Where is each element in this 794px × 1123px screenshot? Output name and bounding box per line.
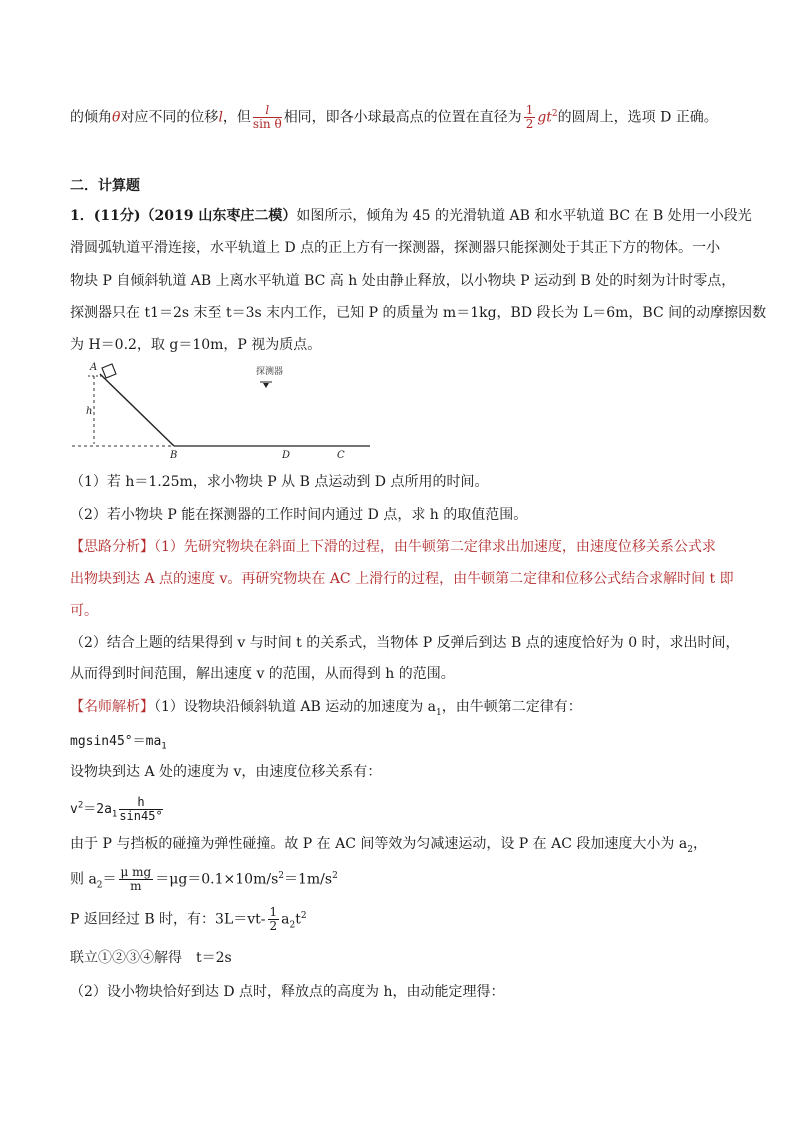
text-segment: 相同，即各小球最高点的位置在直径为 <box>283 109 522 126</box>
problem-line-2: 滑圆弧轨道平滑连接，水平轨道上 D 点的正上方有一探测器，探测器只能探测处于其正下方的物体。一小 <box>70 240 721 256</box>
fraction-h-over-sin45: $\frac{h}{\sin 45^\circ}$ <box>119 795 163 823</box>
text-segment: ，但 <box>222 109 251 126</box>
solution-line-5: 联立①②③④解得 t＝2s <box>70 950 232 966</box>
problem-number: 1．(11分) <box>70 208 141 224</box>
solution-line-6: （2）设小物块恰好到达 D 点时，释放点的高度为 h，由动能定理得： <box>70 984 505 1000</box>
equation-1: $mgsin45^\circ=ma_1$ <box>70 734 167 752</box>
detector-label: 探测器 <box>256 367 284 377</box>
l-variable: l <box>218 109 223 126</box>
detector-icon <box>263 383 269 388</box>
analysis-line-5: 从而得到时间范围，解出速度 v 的范围，从而得到 h 的范围。 <box>70 666 455 682</box>
text-segment: 的圆周上，选项 D 正确。 <box>557 109 718 126</box>
equation-4: P 返回经过 B 时，有：3L＝vt- $\frac{1}{2}$ $a_2t^2$ <box>70 905 307 933</box>
question-1: （1）若 h＝1.25m，求小物块 P 从 B 点运动到 D 点所用的时间。 <box>70 474 489 490</box>
question-2: （2）若小物块 P 能在探测器的工作时间内通过 D 点，求 h 的取值范围。 <box>70 507 528 523</box>
label-d: D <box>282 450 291 460</box>
problem-line-1: 1．(11分)（2019 山东枣庄二模）如图所示，倾角为 45 的光滑轨道 AB 和水平轨道 BC 在 B 处用一小段光 <box>70 208 752 224</box>
solution-tag: 【名师解析】 <box>70 699 154 715</box>
fraction-mu-mg-over-m: $\frac{\text{μ mg}}{m}$ <box>120 865 152 893</box>
label-a: A <box>90 362 98 373</box>
analysis-line-1: 【思路分析】（1）先研究物块在斜面上下滑的过程，由牛顿第二定律求出加速度，由速度位移关系公式求 <box>70 539 716 555</box>
solution-line-1: 【名师解析】（1）设物块沿倾斜轨道 AB 运动的加速度为 $a_1$，由牛顿第二定律有： <box>70 699 582 718</box>
label-c: C <box>337 450 345 460</box>
fraction-half: $\frac{1}{2}$ <box>525 103 534 131</box>
block-p <box>102 364 116 378</box>
equation-2: $v^2=2a_1$ $\frac{h}{\sin 45^\circ}$ <box>70 795 163 823</box>
problem-line-4: 探测器只在 t1＝2s 末至 t＝3s 末内工作，已知 P 的质量为 m＝1kg，BD 段长为 L＝6m，BC 间的动摩擦因数 <box>70 305 767 321</box>
analysis-line-3: 可。 <box>70 603 98 619</box>
text-segment: 的倾角 <box>70 109 112 126</box>
section-title: 二．计算题 <box>70 178 140 194</box>
analysis-tag: 【思路分析】 <box>70 539 154 555</box>
label-h: h <box>86 406 93 417</box>
analysis-line-4: （2）结合上题的结果得到 v 与时间 t 的关系式，当物体 P 反弹后到达 B 点的速度恰好为 0 时，求出时间， <box>70 635 740 651</box>
analysis-line-2: 出物块到达 A 点的速度 v。再研究物块在 AC 上滑行的过程，由牛顿第二定律和位移公式结合求解时间 t 即 <box>70 571 734 587</box>
solution-line-2: 设物块到达 A 处的速度为 v，由速度位移关系有： <box>70 764 382 780</box>
incline-track-figure <box>72 360 372 460</box>
fraction-half-2: $\frac{1}{2}$ <box>269 905 278 933</box>
problem-source: （2019 山东枣庄二模） <box>140 208 297 224</box>
problem-line-5: 为 H＝0.2，取 g＝10m，P 视为质点。 <box>70 337 322 353</box>
problem-line-3: 物块 P 自倾斜轨道 AB 上离水平轨道 BC 高 h 处由静止释放，以小物块 P 运动到 B 处的时刻为计时零点， <box>70 273 736 289</box>
equation-3: 则 $a_2=$ $\frac{\text{μ mg}}{m}$ $=\mu g=0.1\times 10m/s^2=1m/s^2$ <box>70 865 338 893</box>
theta-symbol: θ <box>112 109 121 126</box>
text-segment: 对应不同的位移 <box>120 109 219 126</box>
gt-term: gt <box>537 109 552 126</box>
incline-track-ab <box>100 374 174 446</box>
label-b: B <box>170 450 178 460</box>
solution-line-3: 由于 P 与挡板的碰撞为弹性碰撞。故 P 在 AC 间等效为匀减速运动，设 P 在 AC 段加速度大小为 $a_2$， <box>70 836 707 855</box>
continuation-line: 的倾角θ对应不同的位移l，但 $\frac{l}{\text{sin θ}}$ 相同，即各小球最高点的位置在直径为 $\frac{1}{2}$ $gt^2$的圆周上，选项 D 正确。 <box>70 103 718 131</box>
fraction-l-over-sin: $\frac{l}{\text{sin θ}}$ <box>252 103 282 131</box>
